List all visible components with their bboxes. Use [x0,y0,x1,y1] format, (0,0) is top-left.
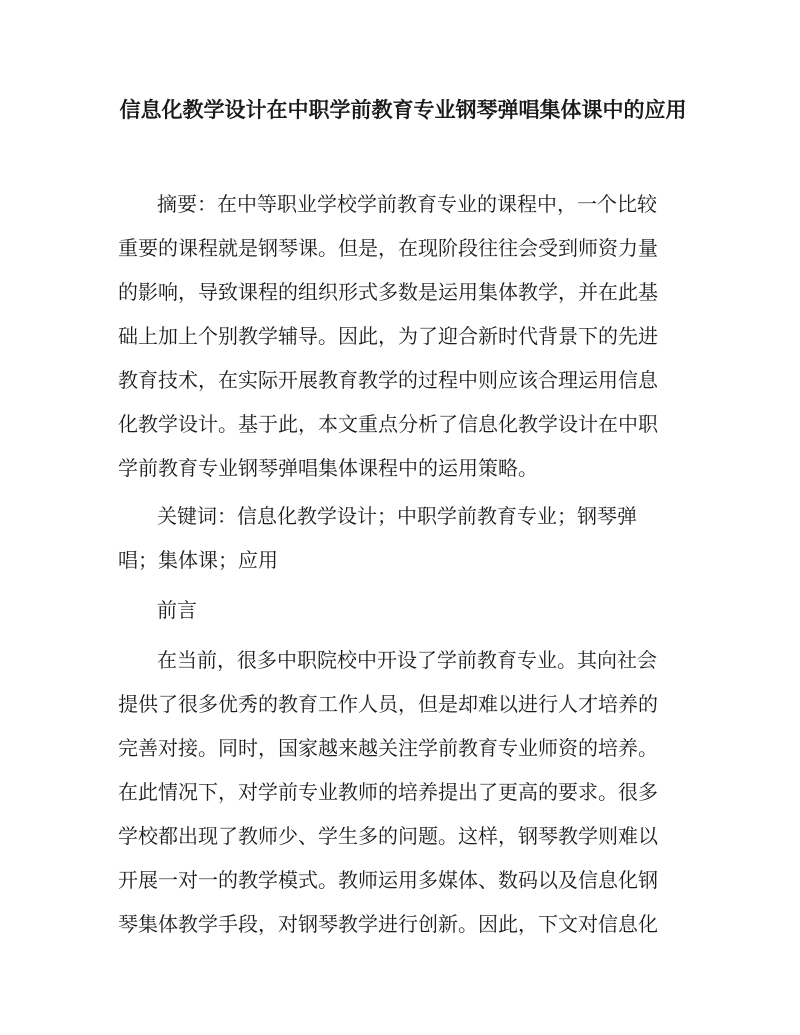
abstract-line: 重要的课程就是钢琴课。但是，在现阶段往往会受到师资力量 [118,236,658,260]
body-line: 完善对接。同时，国家越来越关注学前教育专业师资的培养。 [118,736,658,760]
keywords-line: 关键词：信息化教学设计；中职学前教育专业；钢琴弹 [157,504,637,528]
abstract-line: 摘要：在中等职业学校学前教育专业的课程中，一个比较 [157,192,657,216]
abstract-line: 学前教育专业钢琴弹唱集体课程中的运用策略。 [118,456,538,480]
section-heading: 前言 [157,598,197,622]
body-line: 在此情况下，对学前专业教师的培养提出了更高的要求。很多 [118,780,658,804]
body-line: 学校都出现了教师少、学生多的问题。这样，钢琴教学则难以 [118,824,658,848]
body-line: 开展一对一的教学模式。教师运用多媒体、数码以及信息化钢 [118,868,658,892]
abstract-line: 础上加上个别教学辅导。因此，为了迎合新时代背景下的先进 [118,324,658,348]
body-line: 琴集体教学手段，对钢琴教学进行创新。因此，下文对信息化 [118,912,658,936]
abstract-line: 化教学设计。基于此，本文重点分析了信息化教学设计在中职 [118,412,658,436]
abstract-line: 教育技术，在实际开展教育教学的过程中则应该合理运用信息 [118,368,658,392]
document-title: 信息化教学设计在中职学前教育专业钢琴弹唱集体课中的应用 [119,98,687,122]
abstract-line: 的影响，导致课程的组织形式多数是运用集体教学，并在此基 [118,280,658,304]
keywords-line: 唱；集体课；应用 [118,548,278,572]
body-line: 在当前，很多中职院校中开设了学前教育专业。其向社会 [157,648,657,672]
body-line: 提供了很多优秀的教育工作人员，但是却难以进行人才培养的 [118,692,658,716]
